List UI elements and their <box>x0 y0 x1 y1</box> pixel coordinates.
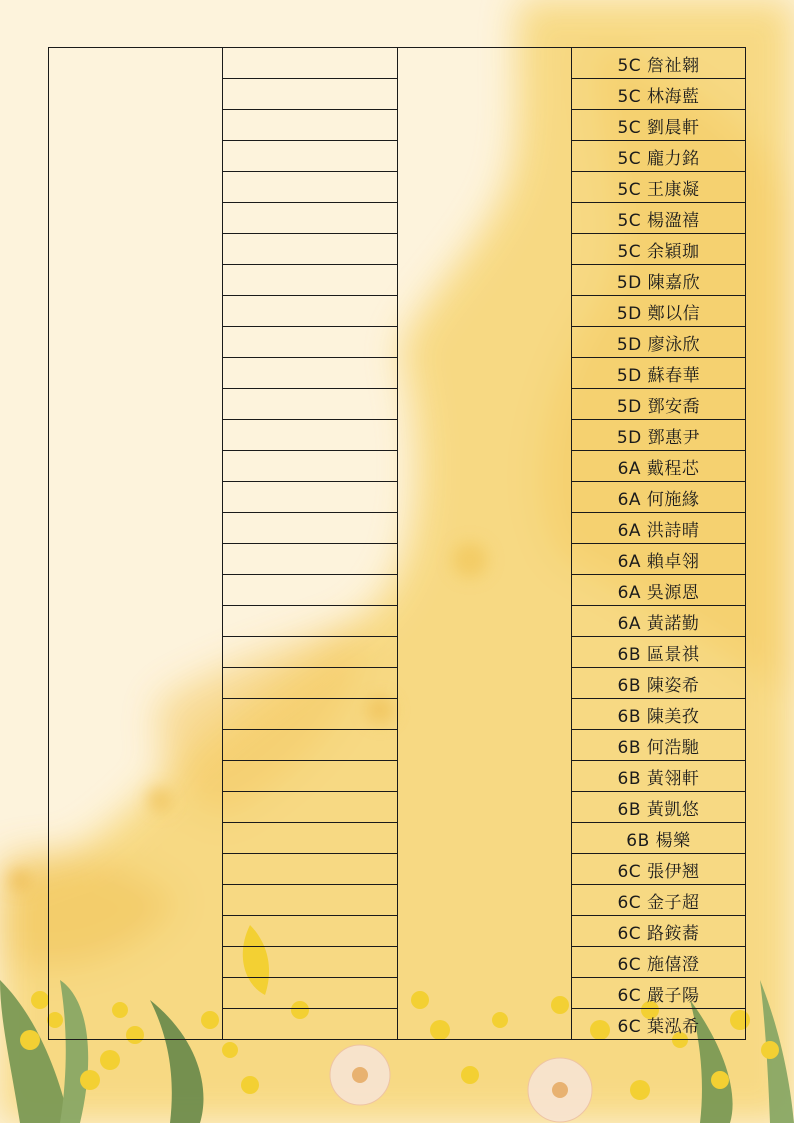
student-name-cell: 6B 黃凱悠 <box>572 792 746 823</box>
student-name-cell: 5D 鄧惠尹 <box>572 420 746 451</box>
student-name-cell: 5C 楊溋禧 <box>572 203 746 234</box>
student-name-cell: 6B 黃翎軒 <box>572 761 746 792</box>
student-name-cell: 5C 王康凝 <box>572 172 746 203</box>
student-name-cell: 6A 吳源恩 <box>572 575 746 606</box>
blank-cell <box>223 978 398 1009</box>
student-name-cell: 6A 賴卓翎 <box>572 544 746 575</box>
student-name-cell: 5D 鄭以信 <box>572 296 746 327</box>
student-name-cell: 6B 楊樂 <box>572 823 746 854</box>
student-name-cell: 6C 金子超 <box>572 885 746 916</box>
blank-cell <box>223 172 398 203</box>
blank-cell <box>223 358 398 389</box>
student-name-cell: 6C 施僖澄 <box>572 947 746 978</box>
blank-cell <box>223 637 398 668</box>
blank-cell <box>223 699 398 730</box>
blank-cell <box>223 823 398 854</box>
blank-cell <box>223 389 398 420</box>
blank-cell <box>223 420 398 451</box>
blank-cell <box>223 48 398 79</box>
blank-cell <box>223 947 398 978</box>
blank-cell <box>223 513 398 544</box>
blank-cell <box>223 1009 398 1040</box>
blank-cell <box>223 451 398 482</box>
table-row <box>49 48 746 79</box>
blank-cell <box>223 482 398 513</box>
blank-cell <box>223 265 398 296</box>
blank-cell <box>223 110 398 141</box>
roster-table <box>48 47 746 1040</box>
blank-cell <box>223 761 398 792</box>
blank-cell <box>223 203 398 234</box>
student-name-cell: 5D 陳嘉欣 <box>572 265 746 296</box>
student-name-cell: 5D 鄧安喬 <box>572 389 746 420</box>
student-name-cell: 5C 林海藍 <box>572 79 746 110</box>
blank-cell <box>223 327 398 358</box>
student-name-cell: 6C 路銨蕎 <box>572 916 746 947</box>
student-name-cell: 5D 廖泳欣 <box>572 327 746 358</box>
blank-cell <box>223 544 398 575</box>
student-name-cell: 6A 黃諾勤 <box>572 606 746 637</box>
student-name-cell: 6B 何浩馳 <box>572 730 746 761</box>
student-name-cell: 5C 劉晨軒 <box>572 110 746 141</box>
student-name-cell: 5D 蘇春華 <box>572 358 746 389</box>
student-name-cell: 6C 張伊翘 <box>572 854 746 885</box>
student-name-cell: 5C 龐力銘 <box>572 141 746 172</box>
blank-cell <box>223 234 398 265</box>
student-name-cell: 6A 何施緣 <box>572 482 746 513</box>
blank-cell <box>223 575 398 606</box>
student-name-cell: 6C 嚴子陽 <box>572 978 746 1009</box>
blank-cell <box>223 854 398 885</box>
blank-cell <box>223 885 398 916</box>
blank-cell <box>223 296 398 327</box>
student-name-cell: 6C 葉泓希 <box>572 1009 746 1040</box>
student-name-cell: 5C 余穎珈 <box>572 234 746 265</box>
blank-cell <box>223 141 398 172</box>
student-name-cell: 6A 洪詩晴 <box>572 513 746 544</box>
student-name-cell: 6A 戴程芯 <box>572 451 746 482</box>
blank-cell <box>223 606 398 637</box>
student-name-cell: 6B 陳姿希 <box>572 668 746 699</box>
merged-blank-column <box>49 48 223 1040</box>
blank-cell <box>223 730 398 761</box>
roster-rows <box>49 48 746 1040</box>
blank-cell <box>223 792 398 823</box>
blank-cell <box>223 79 398 110</box>
merged-blank-column <box>398 48 572 1040</box>
student-name-cell: 6B 陳美孜 <box>572 699 746 730</box>
blank-cell <box>223 916 398 947</box>
student-name-cell: 6B 區景祺 <box>572 637 746 668</box>
student-name-cell: 5C 詹祉翱 <box>572 48 746 79</box>
blank-cell <box>223 668 398 699</box>
